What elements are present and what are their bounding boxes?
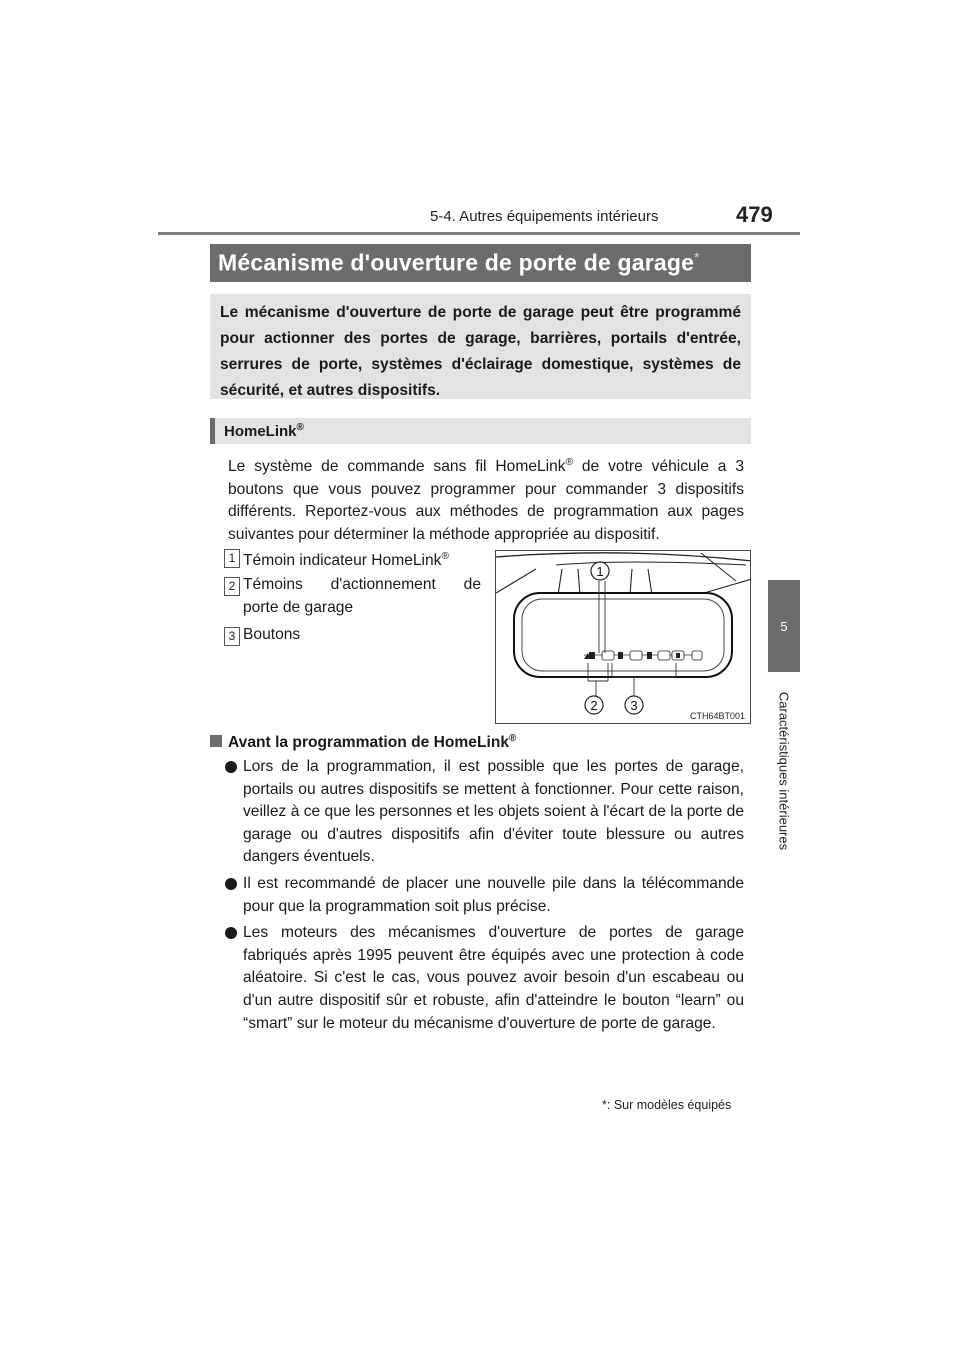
- chapter-tab: [768, 580, 800, 672]
- mirror-illustration: [496, 551, 751, 724]
- bullet-dot-icon: [225, 761, 237, 773]
- callout-label-1-text: Témoin indicateur HomeLink: [243, 552, 442, 570]
- before-programming-list: [228, 756, 744, 1039]
- before-programming-heading: [210, 733, 516, 752]
- intro-box: [210, 294, 751, 399]
- callout-label-2-line2: porte de garage: [243, 599, 354, 616]
- homelink-heading: HomeLink: [224, 423, 297, 440]
- callout-badge-2: 2: [224, 577, 240, 596]
- section-title-bar: [210, 244, 751, 282]
- footnote: [602, 1098, 731, 1112]
- bullet-dot-icon: [225, 878, 237, 890]
- homelink-body: [228, 452, 744, 547]
- subheader-accent-bar: [210, 418, 215, 444]
- section-square-icon: [210, 735, 222, 747]
- registered-mark: ®: [509, 733, 517, 744]
- mirror-figure: [495, 550, 751, 724]
- homelink-body-part1: Le système de commande sans fil HomeLink: [228, 458, 566, 476]
- figure-code: CTH64BT001: [689, 711, 745, 721]
- figure-marker-3: 3: [630, 698, 638, 713]
- callout-label-1: [243, 546, 449, 573]
- footnote-text: : Sur modèles équipés: [606, 1098, 732, 1112]
- title-asterisk: *: [694, 249, 700, 265]
- list-item: [228, 873, 744, 918]
- list-item-text: Il est recommandé de placer une nouvelle pile dans la télécommande pour que la programmation soit plus précise.: [243, 874, 744, 915]
- list-item-text: Lors de la programmation, il est possible que les portes de garage, portails ou autres dispositifs se mettent à fonctionner. Pour cette raison, veillez à ce que les personnes et les objets soient à l'écart de la porte de garage ou d'autres dispositifs afin d'éviter toute blessure ou autres dangers éventuels.: [243, 758, 744, 866]
- homelink-subheader: [210, 418, 751, 444]
- callout-badge-3: 3: [224, 627, 240, 646]
- registered-mark: ®: [296, 422, 304, 433]
- callout-label-3: Boutons: [243, 626, 301, 643]
- header-rule: [158, 232, 800, 235]
- chapter-number: 5: [780, 618, 788, 634]
- registered-mark: ®: [441, 551, 449, 562]
- registered-mark: ®: [565, 457, 573, 468]
- bullet-dot-icon: [225, 927, 237, 939]
- callout-label-2-line1: Témoins d'actionnement de: [243, 576, 481, 593]
- footnote-asterisk: *: [602, 1098, 607, 1112]
- header-section-title: 5-4. Autres équipements intérieurs: [430, 208, 659, 225]
- before-programming-title: Avant la programmation de HomeLink: [228, 734, 510, 752]
- section-title: Mécanisme d'ouverture de porte de garage: [218, 249, 695, 276]
- callout-badge-1: 1: [224, 549, 240, 568]
- list-item: [228, 922, 744, 1035]
- homelink-body-part2: de votre véhicule a 3 boutons que vous pouvez programmer pour commander 3 dispositifs différents. Reportez-vous aux méthodes de programmation aux pages suivantes pour déterminer la méthode appropriée au dispositif.: [228, 458, 744, 543]
- list-item-text: Les moteurs des mécanismes d'ouverture de portes de garage fabriqués après 1995 peuvent être équipés avec une protection à code aléatoire. Si c'est le cas, vous pouvez avoir besoin d'un escabeau ou d'un autre dispositif sûr et robuste, afin d'atteindre le bouton “learn” ou “smart” sur le moteur du mécanisme d'ouverture de porte de garage.: [243, 924, 744, 1032]
- chapter-label: Caractéristiques intérieures: [776, 691, 792, 851]
- list-item: [228, 756, 744, 869]
- intro-text: Le mécanisme d'ouverture de porte de garage peut être programmé pour actionner des portes de garage, barrières, portails d'entrée, serrures de porte, systèmes d'éclairage domestique, systèmes de sécurité, et autres dispositifs.: [220, 304, 741, 399]
- chapter-side-label: [768, 676, 800, 866]
- page-number: 479: [736, 202, 773, 227]
- figure-marker-1: 1: [596, 564, 604, 579]
- figure-marker-2: 2: [590, 698, 598, 713]
